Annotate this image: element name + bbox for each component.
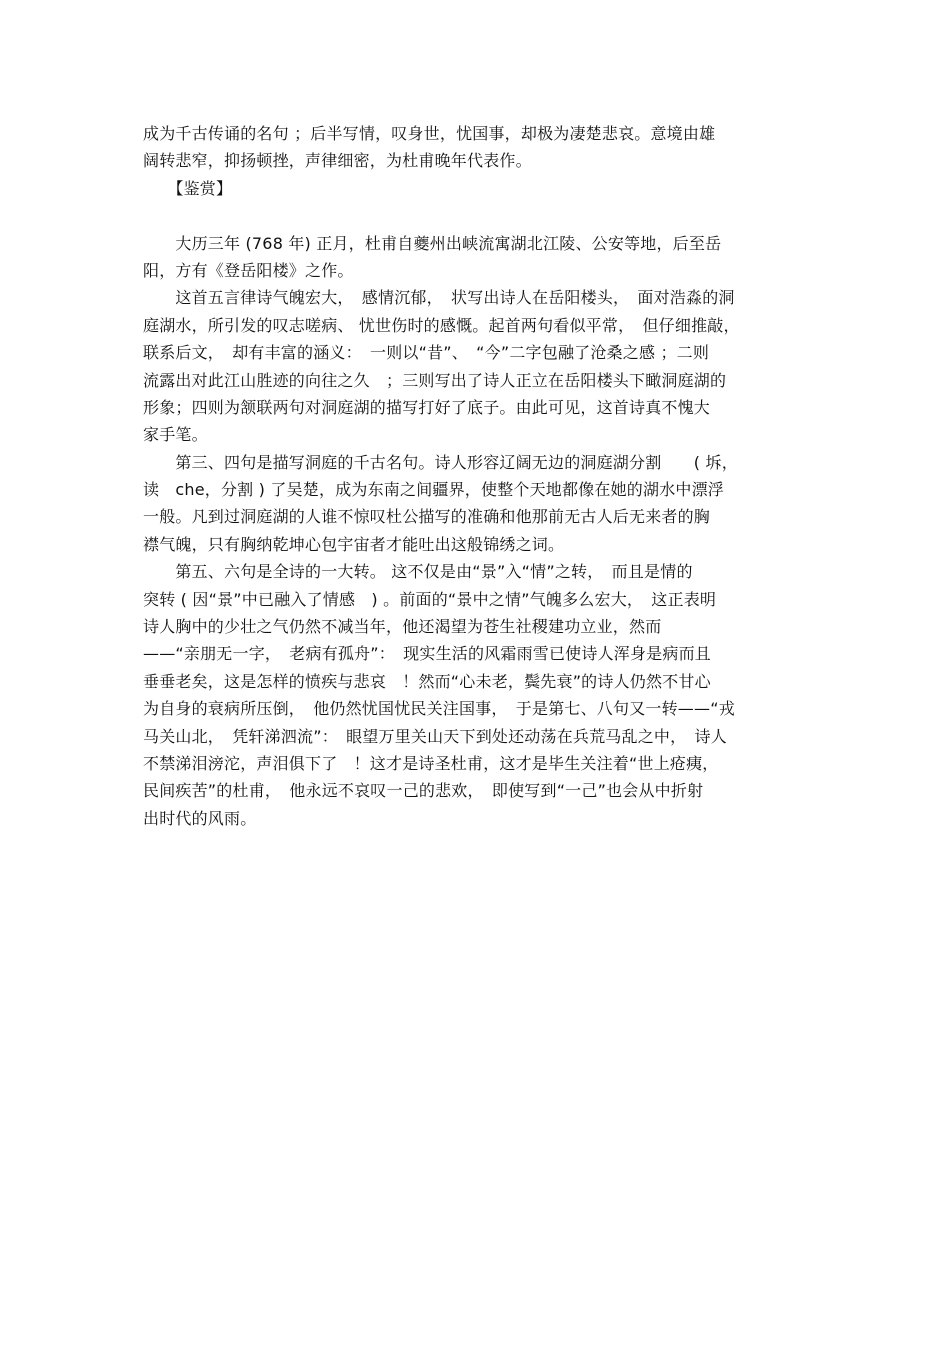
text-line: 家手笔。: [143, 425, 208, 445]
text-line: 大历三年 (768 年) 正月，杜甫自夔州出峡流寓湖北江陵、公安等地，后至岳: [143, 233, 722, 253]
text-line: 垂垂老矣，这是怎样的愤疾与悲哀 ！然而“心未老，鬓先衰”的诗人仍然不甘心: [143, 671, 711, 691]
text-line: ——“亲朋无一字， 老病有孤舟”： 现实生活的风霜雨雪已使诗人浑身是病而且: [143, 644, 711, 664]
text-line: 阔转悲窄，抑扬顿挫，声律细密，为杜甫晚年代表作。: [143, 151, 532, 171]
text-line: 为自身的衰病所压倒， 他仍然忧国忧民关注国事， 于是第七、八句又一转——“戎: [143, 699, 735, 719]
text-line: 襟气魄，只有胸纳乾坤心包宇宙者才能吐出这般锦绣之词。: [143, 534, 565, 554]
text-line: 形象；四则为颔联两句对洞庭湖的描写打好了底子。由此可见，这首诗真不愧大: [143, 397, 711, 417]
text-line: 不禁涕泪滂沱，声泪俱下了 ！这才是诗圣杜甫，这才是毕生关注着“世上疮痍，: [143, 753, 719, 773]
text-line: 联系后文， 却有丰富的涵义： 一则以“昔”、 “今”二字包融了沧桑之感 ；二则: [143, 343, 710, 363]
text-line: 诗人胸中的少壮之气仍然不减当年，他还渴望为苍生社稷建功立业，然而: [143, 617, 662, 637]
text-line: 庭湖水，所引发的叹志嗟病、 忧世伤时的感慨。起首两句看似平常， 但仔细推敲，: [143, 315, 740, 335]
blank-line: [143, 202, 813, 229]
text-line: 马关山北， 凭轩涕泗流”： 眼望万里关山天下到处还动荡在兵荒马乱之中， 诗人: [143, 726, 727, 746]
text-line: 第五、六句是全诗的一大转。 这不仅是由“景”入“情”之转， 而且是情的: [143, 562, 693, 582]
text-line: 阳，方有《登岳阳楼》之作。: [143, 260, 354, 280]
text-line: 出时代的风雨。: [143, 808, 257, 828]
text-line: 读 che，分割 ) 了吴楚，成为东南之间疆界，使整个天地都像在她的湖水中漂浮: [143, 480, 724, 500]
text-line: 成为千古传诵的名句 ；后半写情，叹身世，忧国事，却极为凄楚悲哀。意境由雄: [143, 124, 716, 143]
text-line: 突转 ( 因“景”中已融入了情感 ) 。前面的“景中之情”气魄多么宏大， 这正表明: [143, 589, 717, 609]
section-heading: 【鉴赏】: [143, 178, 233, 198]
text-line: 流露出对此江山胜迹的向往之久 ；三则写出了诗人正立在岳阳楼头下瞰洞庭湖的: [143, 370, 727, 390]
body-text: [143, 120, 813, 832]
text-line: 这首五言律诗气魄宏大， 感情沉郁， 状写出诗人在岳阳楼头， 面对浩淼的洞: [143, 288, 735, 308]
text-line: 一般。凡到过洞庭湖的人谁不惊叹杜公描写的准确和他那前无古人后无来者的胸: [143, 507, 711, 527]
text-line: 民间疾苦”的杜甫， 他永远不哀叹一己的悲欢， 即使写到“一己”也会从中折射: [143, 781, 704, 801]
text-line: 第三、四句是描写洞庭的千古名句。诗人形容辽阔无边的洞庭湖分割 ( 坼，: [143, 452, 738, 472]
